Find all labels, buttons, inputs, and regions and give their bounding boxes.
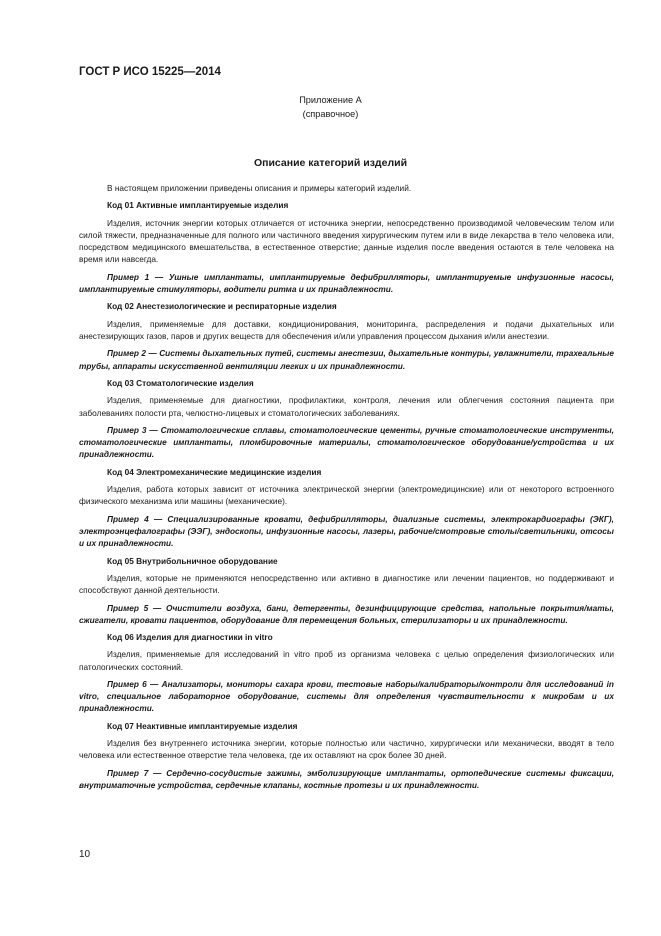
- code-02-example: Пример 2 — Системы дыхательных путей, системы анестезии, дыхательные контуры, увлажнители, трахеальные трубы, аппараты искусственной вентиляции легких и их принадлежности.: [79, 348, 614, 371]
- intro-paragraph: В настоящем приложении приведены описания и примеры категорий изделий.: [107, 183, 412, 193]
- code-07-example: Пример 7 — Сердечно-сосудистые зажимы, эмболизирующие имплантаты, ортопедические системы фиксации, внутриматочные устройства, сердечные клапаны, костные протезы и их принадлежности.: [79, 767, 614, 791]
- code-04-description: Изделия, работа которых зависит от источника электрической энергии (электромедицинские) или от некоторого встроенного физического механизма или машины (механические).: [79, 484, 614, 507]
- code-07-description: Изделия без внутреннего источника энергии, которые полностью или частично, хирургически или механически, вводят в тело человека или естественное отверстие тела человека, где их оставляют на срок более 30 дней.: [79, 738, 614, 761]
- code-01-heading: Код 01 Активные имплантируемые изделия: [107, 200, 289, 211]
- annex-subtitle: (справочное): [302, 109, 359, 119]
- code-02-heading: Код 02 Анестезиологические и респираторные изделия: [107, 301, 337, 312]
- code-05-heading: Код 05 Внутрибольничное оборудование: [107, 555, 278, 566]
- code-04-heading: Код 04 Электромеханические медицинские изделия: [107, 466, 322, 477]
- code-07-heading: Код 07 Неактивные имплантируемые изделия: [107, 720, 298, 731]
- code-05-description: Изделия, которые не применяются непосредственно или активно в диагностике или лечении пациентов, но поддерживают и способствуют данной деятельности.: [79, 572, 614, 596]
- section-title: Описание категорий изделий: [253, 157, 408, 169]
- code-04-example: Пример 4 — Специализированные кровати, дефибрилляторы, диализные системы, электрокардиографы (ЭКГ), электроэнцефалографы (ЭЭГ), эндоскопы, инфузионные насосы, лазеры, рабочие/смотровые столы/светильники, отсосы и их принадлежности.: [79, 513, 614, 549]
- annex-title: Приложение А: [299, 95, 362, 105]
- code-06-example: Пример 6 — Анализаторы, мониторы сахара крови, тестовые наборы/калибраторы/контроли для исследований in vitro, специальное лабораторное оборудование, системы для определения чувствительности к микробам и их принадлежности.: [79, 679, 614, 714]
- code-03-example: Пример 3 — Стоматологические сплавы, стоматологические цементы, ручные стоматологические инструменты, стоматологические имплантаты, пломбировочные материалы, стоматологическое оборудование/устройства и их принадлежности.: [79, 424, 614, 460]
- code-02-description: Изделия, применяемые для доставки, кондиционирования, мониторинга, распределения и подачи дыхательных или анестезирующих газов, паров и других веществ для обеспечения и/или управления процессом дыхания и/или анестезии.: [79, 318, 614, 341]
- code-06-heading: Код 06 Изделия для диагностики in vitro: [107, 632, 273, 643]
- code-05-example: Пример 5 — Очистители воздуха, бани, детергенты, дезинфицирующие средства, напольные покрытия/маты, сжигатели, кровати пациентов, оборудование для перемещения больных, стерилизаторы и их принадлежности.: [79, 602, 614, 625]
- page-number: 10: [79, 849, 91, 860]
- code-06-description: Изделия, применяемые для исследований in vitro проб из организма человека с целью определения физиологических или патологических состояний.: [79, 649, 614, 672]
- code-03-heading: Код 03 Стоматологические изделия: [107, 377, 254, 388]
- code-03-description: Изделия, применяемые для диагностики, профилактики, контроля, лечения или облегчения состояния пациента при заболеваниях полости рта, челюстно-лицевых и стоматологических заболеваниях.: [79, 395, 614, 418]
- document-header: ГОСТ Р ИСО 15225—2014: [79, 66, 221, 78]
- code-01-example: Пример 1 — Ушные имплантаты, имплантируемые дефибрилляторы, имплантируемые инфузионные насосы, имплантируемые стимуляторы, водители ритма и их принадлежности.: [79, 271, 614, 294]
- code-01-description: Изделия, источник энергии которых отличается от источника энергии, непосредственно производимой человеческим телом или силой тяжести, предназначенные для полного или частичного введения хирургическим путем или в виде лекарства в тело человека или, посредством медицинского вмешательства, в естественное отверстие; данные изделия после введения остаются в теле человека на время или навсегда.: [79, 217, 614, 265]
- document-body: [79, 182, 614, 796]
